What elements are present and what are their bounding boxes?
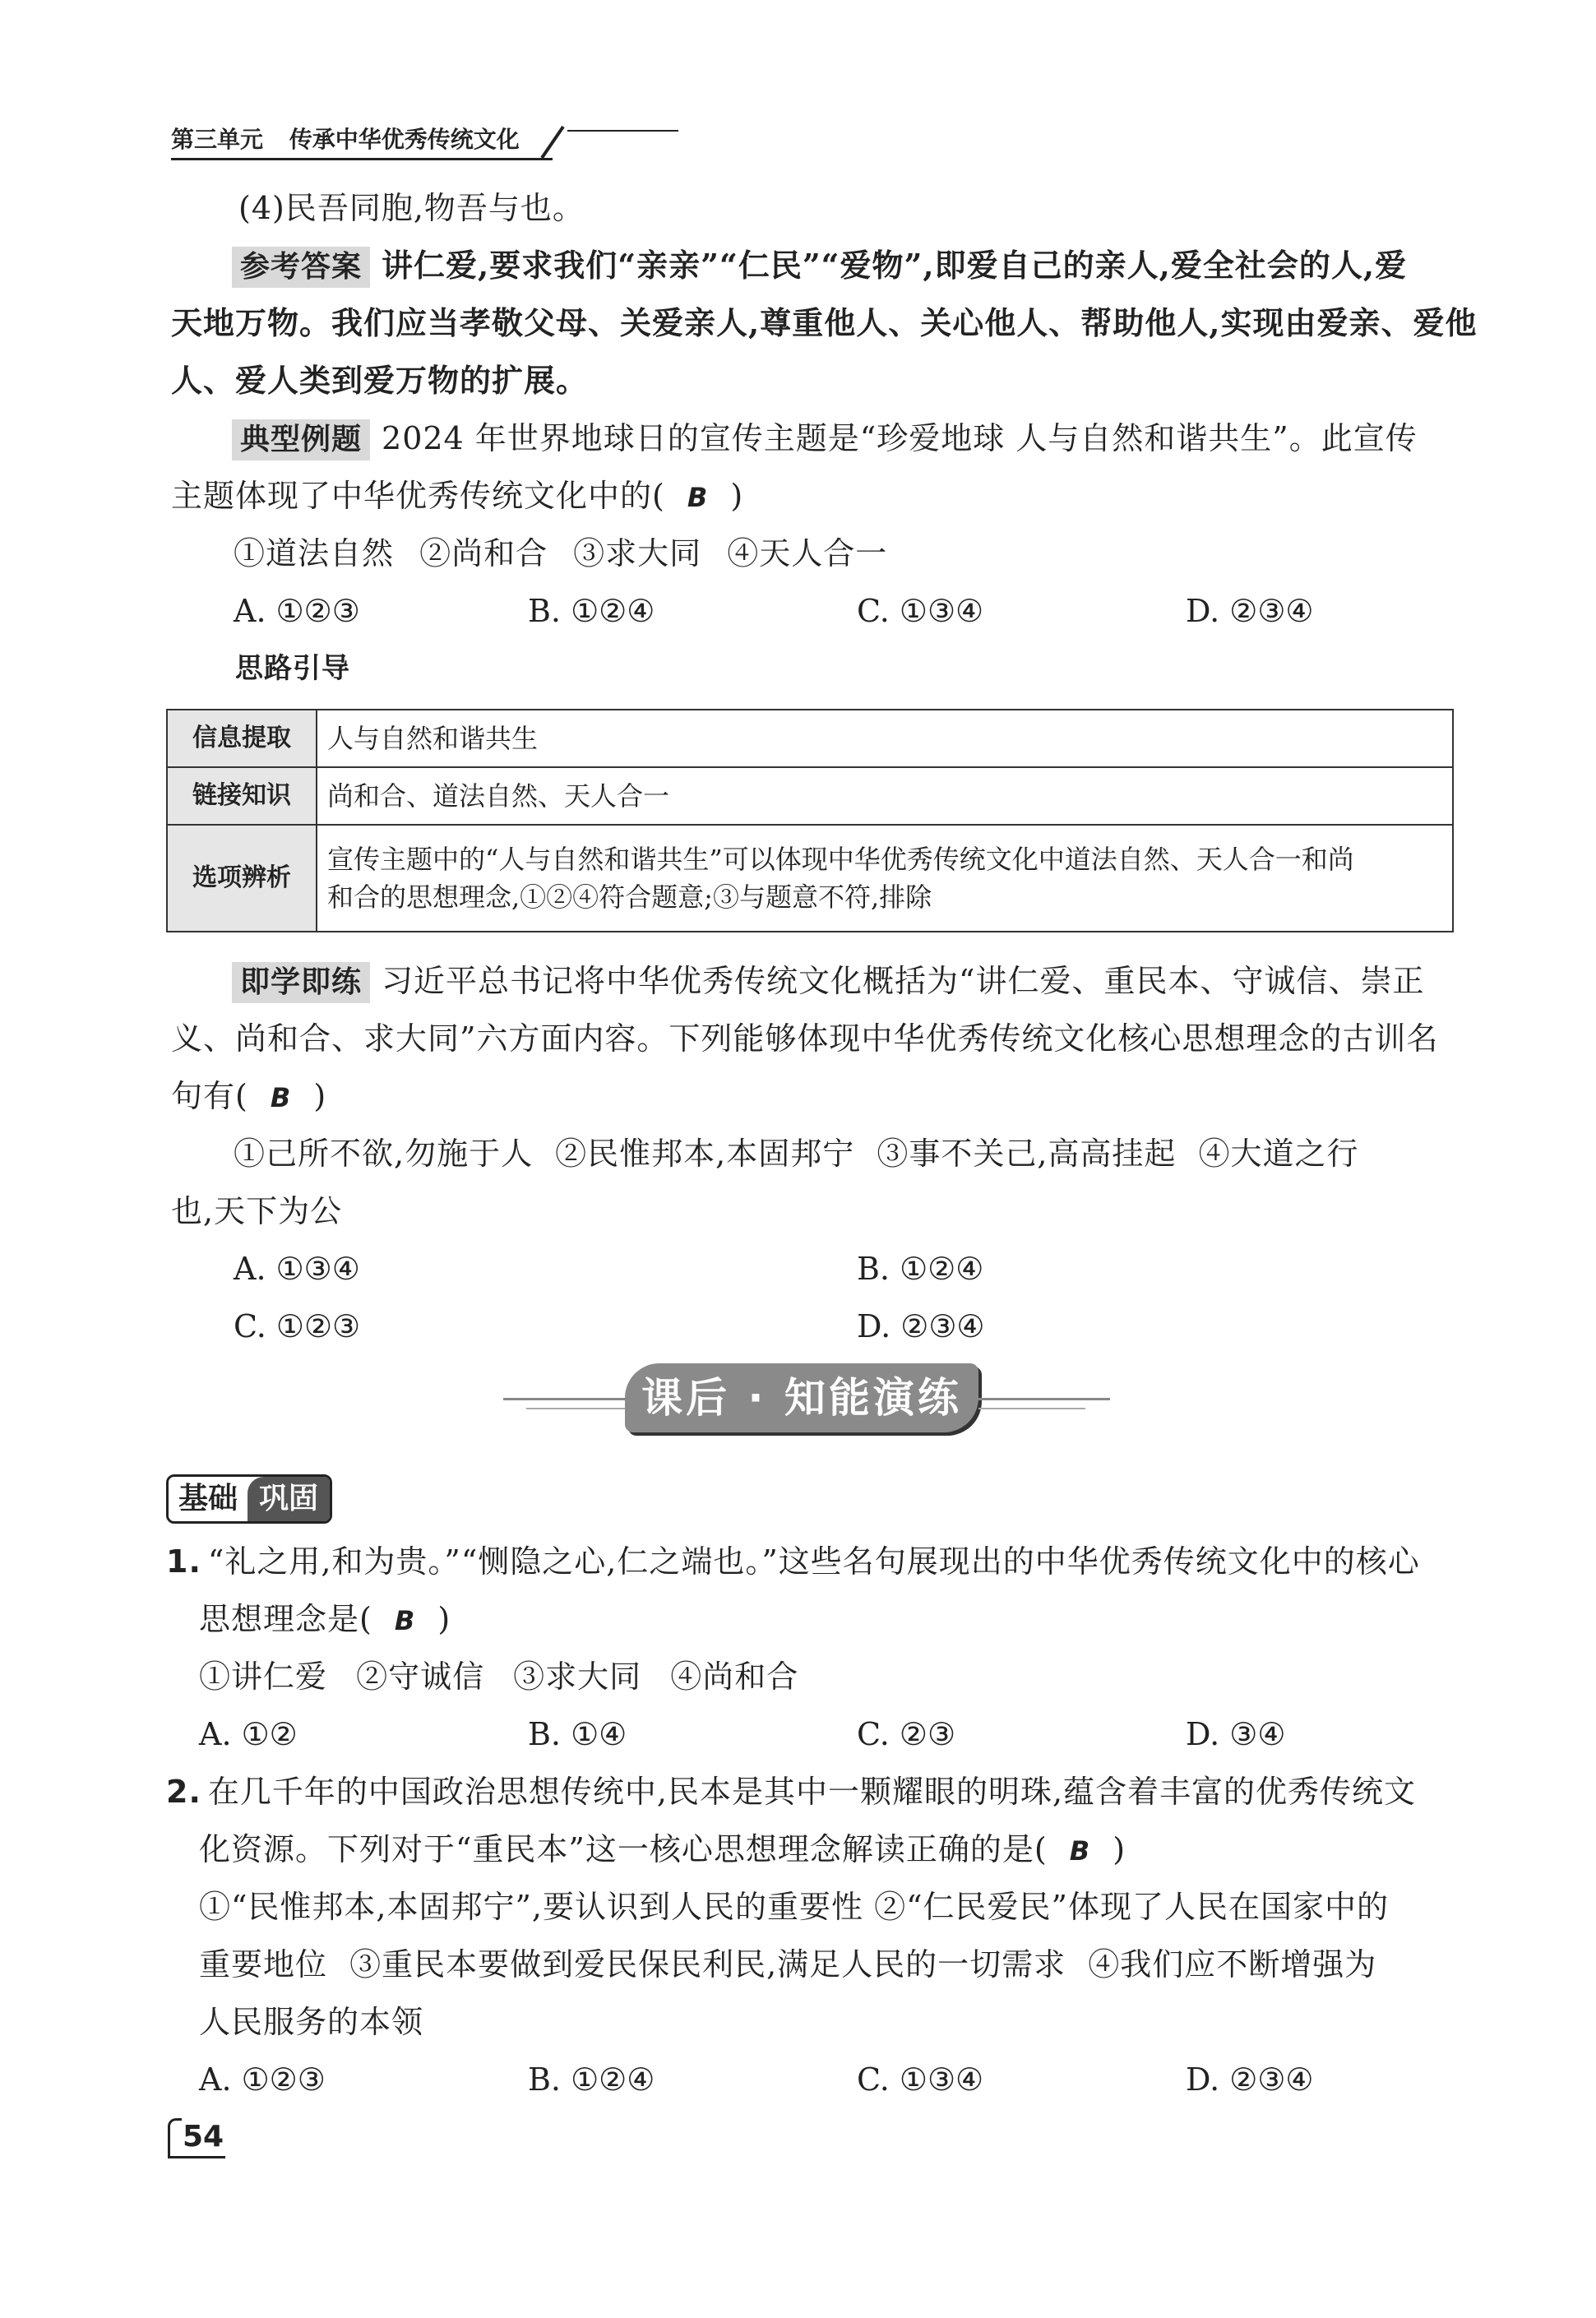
guide-table (166, 709, 1454, 932)
example-text1: 2024 年世界地球日的宣传主题是“珍爱地球 人与自然和谐共生”。此宣传 (382, 420, 1418, 456)
q1-items: ①讲仁爱 ②守诚信 ③求大同 ④尚和合 (199, 1659, 799, 1695)
header-rule (171, 158, 553, 160)
section-title: 课后 · 知能演练 (625, 1363, 978, 1432)
reference-answer-text1: 讲仁爱,要求我们“亲亲”“仁民”“爱物”,即爱自己的亲人,爱全社会的人,爱 (382, 247, 1408, 284)
page-number-bracket (168, 2118, 182, 2157)
example-answer: B (687, 482, 709, 513)
guide-row (167, 710, 1453, 767)
example-items: ①道法自然 ②尚和合 ③求大同 ④天人合一 (234, 535, 888, 571)
reference-answer-line1 (232, 245, 1407, 288)
q1-text1: “礼之用,和为贵。”“恻隐之心,仁之端也。”这些名句展现出的中华优秀传统文化中的核心 (207, 1543, 1420, 1580)
guide-body: 尚和合、道法自然、天人合一 (317, 767, 1453, 825)
example-option-c: C. ①③④ (857, 593, 984, 629)
practice-answer: B (270, 1082, 292, 1113)
practice-option-b: B. ①②④ (857, 1251, 984, 1287)
q1-option-d: D. ③④ (1186, 1716, 1286, 1752)
q2-text1: 在几千年的中国政治思想传统中,民本是其中一颗耀眼的明珠,蕴含着丰富的优秀传统文 (207, 1774, 1417, 1810)
section-rule-right (978, 1398, 1110, 1400)
q1-option-b: B. ①④ (528, 1716, 627, 1752)
practice-text3: 句有( (171, 1078, 248, 1114)
q2-text2: 化资源。下列对于“重民本”这一核心思想理念解读正确的是( (199, 1831, 1048, 1867)
page-number: 54 (183, 2120, 224, 2154)
q2-items3: 人民服务的本领 (199, 2004, 424, 2040)
q2-items1: ①“民惟邦本,本固邦宁”,要认识到人民的重要性 ②“仁民爱民”体现了人民在国家中的 (199, 1889, 1389, 1925)
guide-title: 思路引导 (235, 652, 350, 685)
q1-answer: B (394, 1605, 416, 1636)
practice-line2: 义、尚和合、求大同”六方面内容。下列能够体现中华优秀传统文化核心思想理念的古训名 (171, 1020, 1439, 1057)
example-text2-end: ) (730, 478, 744, 514)
basic-consolidation-tag (166, 1474, 332, 1524)
reference-answer-line2: 天地万物。我们应当孝敬父母、关爱亲人,尊重他人、关心他人、帮助他人,实现由爱亲、爱他 (171, 304, 1478, 341)
tag-part2: 巩固 (247, 1477, 330, 1521)
practice-option-d: D. ②③④ (857, 1308, 985, 1344)
q1-line1 (166, 1541, 1420, 1582)
example-option-d: D. ②③④ (1186, 593, 1314, 629)
unit-number: 第三单元 (171, 126, 264, 153)
unit-title: 传承中华优秀传统文化 (289, 126, 520, 153)
section-rule-left-2 (526, 1408, 627, 1409)
q2-option-c: C. ①③④ (857, 2061, 984, 2098)
practice-items2: 也,天下为公 (171, 1193, 343, 1229)
guide-row (167, 825, 1453, 932)
unit-header (171, 125, 520, 155)
q2-line1 (166, 1771, 1416, 1812)
q2-answer: B (1069, 1835, 1091, 1867)
example-option-b: B. ①②④ (528, 593, 655, 629)
q2-option-d: D. ②③④ (1186, 2061, 1314, 2098)
guide-row (167, 767, 1453, 825)
reference-answer-label: 参考答案 (232, 247, 370, 288)
q1-line2 (199, 1599, 451, 1641)
q2-text2-end: ) (1113, 1831, 1126, 1867)
q2-option-a: A. ①②③ (199, 2061, 326, 2098)
practice-text1: 习近平总书记将中华优秀传统文化概括为“讲仁爱、重民本、守诚信、崇正 (382, 963, 1425, 999)
q1-option-a: A. ①② (199, 1716, 298, 1752)
q1-number: 1. (166, 1543, 201, 1580)
practice-option-a: A. ①③④ (234, 1251, 360, 1287)
example-line1 (232, 418, 1418, 460)
example-label: 典型例题 (232, 419, 370, 460)
q2-items2: 重要地位 ③重民本要做到爱民保民利民,满足人民的一切需求 ④我们应不断增强为 (199, 1946, 1377, 1983)
guide-body-line2: 和合的思想理念,①②④符合题意;③与题意不符,排除 (327, 881, 932, 913)
guide-head: 信息提取 (167, 710, 317, 767)
page-number-rule (168, 2156, 225, 2158)
section-rule-right-2 (978, 1408, 1085, 1409)
guide-head: 链接知识 (167, 767, 317, 825)
practice-items1: ①己所不欲,勿施于人 ②民惟邦本,本固邦宁 ③事不关己,高高挂起 ④大道之行 (234, 1136, 1359, 1172)
q1-text2-end: ) (437, 1601, 451, 1637)
header-slash (539, 123, 568, 160)
q1-text2: 思想理念是( (199, 1601, 372, 1637)
guide-body: 人与自然和谐共生 (317, 710, 1453, 767)
tag-part1: 基础 (169, 1477, 247, 1521)
section-rule-left (503, 1398, 627, 1400)
practice-label: 即学即练 (232, 962, 370, 1003)
practice-text3-end: ) (313, 1078, 327, 1114)
top-item: (4)民吾同胞,物吾与也。 (238, 190, 585, 226)
reference-answer-line3: 人、爱人类到爱万物的扩展。 (171, 362, 589, 399)
example-text2: 主题体现了中华优秀传统文化中的( (171, 478, 665, 514)
practice-option-c: C. ①②③ (234, 1308, 361, 1344)
guide-body-line1: 宣传主题中的“人与自然和谐共生”可以体现中华优秀传统文化中道法自然、天人合一和尚 (327, 844, 1354, 875)
example-line2 (171, 475, 743, 518)
guide-body (317, 825, 1453, 932)
q2-number: 2. (166, 1774, 201, 1810)
practice-line3 (171, 1076, 326, 1118)
q1-option-c: C. ②③ (857, 1716, 956, 1752)
header-rule-extension (567, 130, 678, 132)
q2-line2 (199, 1829, 1126, 1872)
guide-head: 选项辨析 (167, 825, 317, 932)
practice-line1 (232, 960, 1424, 1003)
example-option-a: A. ①②③ (234, 593, 360, 629)
q2-option-b: B. ①②④ (528, 2061, 655, 2098)
